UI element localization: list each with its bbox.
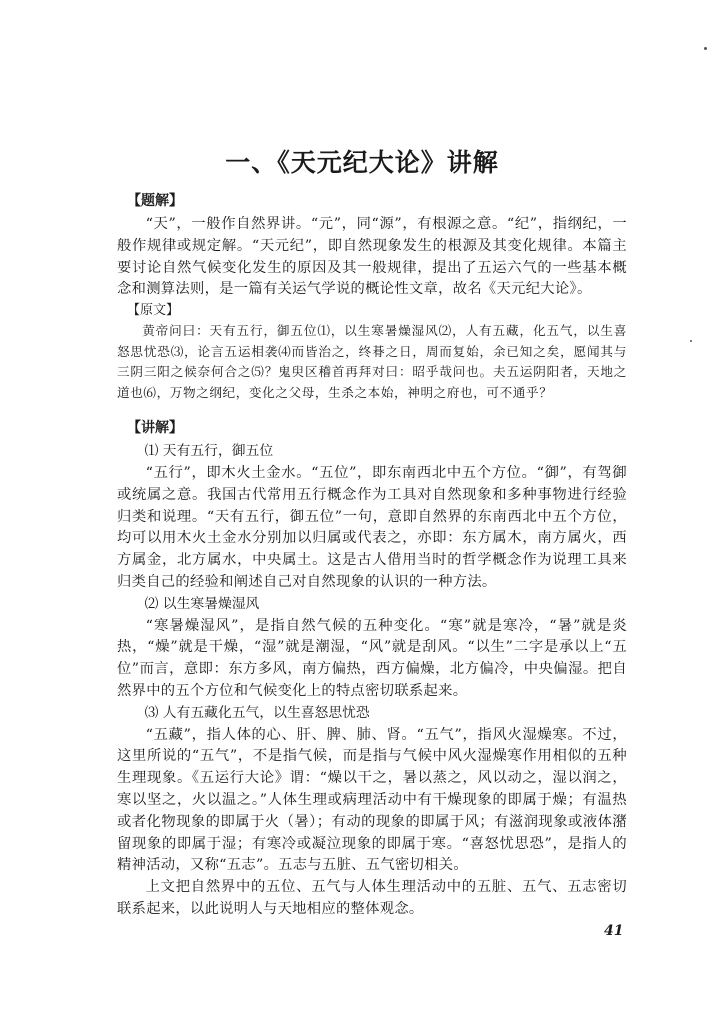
- item-2-title: ⑵ 以生寒暑燥湿风: [144, 595, 260, 612]
- page-title: 一、《天元纪大论》讲解: [225, 148, 499, 177]
- item-3-text: “五藏”，指人体的心、肝、脾、肺、肾。“五气”，指风火湿燥寒。不过，这里所说的“五气”，不是指气候，而是指与气候中风火湿燥寒作用相似的五种生理现象。《五运行大论》谓：“燥以干之，暑以蒸之，风以动之，湿以润之，寒以坚之，火以温之。”人体生理或病理活动中有干燥现象的即属于燥；有温热或者化物现象的即属于火（暑）；有动的现象的即属于风；有滋润现象或液体潴留现象的即属于湿；有寒冷或凝泣现象的即属于寒。“喜怒忧思恐”，是指人的精神活动，又称“五志”。五志与五脏、五气密切相关。: [117, 726, 627, 874]
- tijie-paragraph: “天”，一般作自然界讲。“元”，同“源”，有根源之意。“纪”，指纲纪，一般作规律或规定解。“天元纪”，即自然现象发生的根源及其变化规律。本篇主要讨论自然气候变化发生的原因及其一般规律，提出了五运六气的一些基本概念和测算法则，是一篇有关运气学说的概论性文章，故名《天元纪大论》。: [117, 216, 627, 298]
- summary-paragraph: 上文把自然界中的五位、五气与人体生理活动中的五脏、五气、五志密切联系起来，以此说明人与天地相应的整体观念。: [117, 879, 627, 917]
- item-2-text: “寒暑燥湿风”，是指自然气候的五种变化。“寒”就是寒冷，“暑”就是炎热，“燥”就是干燥，“湿”就是潮湿，“风”就是刮风。“以生”二字是承以上“五位”而言，意即：东方多风，南方偏热，西方偏燥，北方偏冷，中央偏湿。把自然界中的五个方位和气候变化上的特点密切联系起来。: [117, 617, 627, 699]
- article-body: [117, 188, 627, 921]
- item-1-title: ⑴ 天有五行，御五位: [144, 443, 274, 460]
- yuanwen-heading: 【原文】: [127, 303, 180, 319]
- page-number: 41: [604, 923, 624, 939]
- tijie-heading: 【题解】: [127, 193, 183, 209]
- item-1-text: “五行”，即木火土金水。“五位”，即东南西北中五个方位。“御”，有驾御或统属之意。我国古代常用五行概念作为工具对自然现象和多种事物进行经验归类和说理。“天有五行，御五位”一句，意即自然界的东南西北中五个方位，均可以用木火土金水分别加以归属或代表之，亦即：东方属木，南方属火，西方属金，北方属水，中央属土。这是古人借用当时的哲学概念作为说理工具来归类自己的经验和阐述自己对自然现象的认识的一种方法。: [117, 464, 627, 590]
- yuanwen-paragraph: 黄帝问曰：天有五行，御五位⑴，以生寒暑燥湿风⑵，人有五藏，化五气，以生喜怒思忧恐⑶，论言五运相袭⑷而皆治之，终朞之日，周而复始，余已知之矣，愿闻其与三阴三阳之候奈何合之⑸？鬼臾区稽首再拜对曰：昭乎哉问也。夫五运阴阳者，天地之道也⑹，万物之纲纪，变化之父母，生杀之本始，神明之府也，可不通乎？: [117, 323, 627, 400]
- scan-speck: [690, 340, 692, 342]
- item-3-title: ⑶ 人有五藏化五气，以生喜怒思忧恐: [144, 704, 370, 721]
- jiangjie-heading: 【讲解】: [127, 420, 183, 437]
- scan-speck: [704, 47, 707, 50]
